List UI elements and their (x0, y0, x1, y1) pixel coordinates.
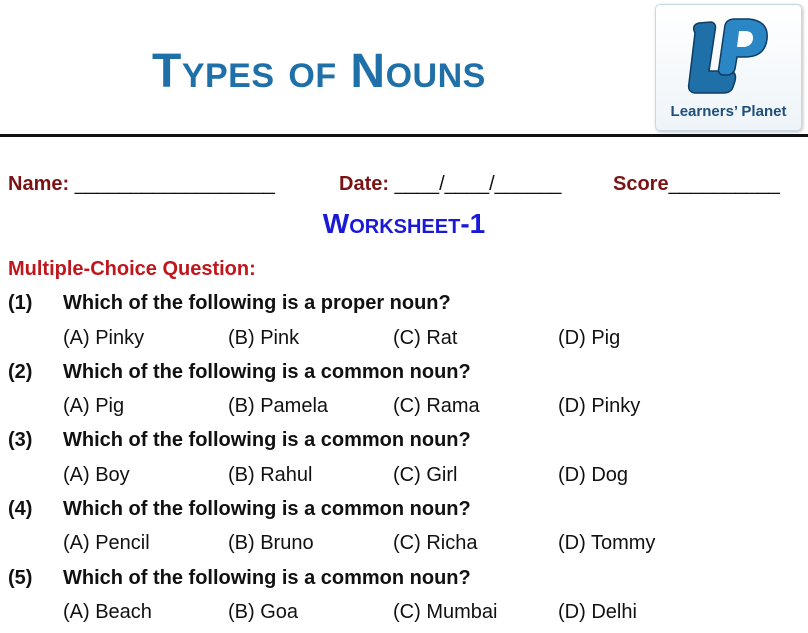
option-b: (B) Pamela (228, 395, 329, 417)
option-c: (C) Girl (393, 464, 458, 486)
option-b: (B) Pink (228, 327, 300, 349)
option-b: (B) Rahul (228, 464, 313, 486)
question-number: (1) (8, 292, 33, 314)
option-a: (A) Pinky (63, 327, 145, 349)
name-field (8, 173, 275, 196)
option-d: (D) Pig (558, 327, 621, 349)
option-a: (A) Boy (63, 464, 130, 486)
question-number: (4) (8, 498, 33, 520)
worksheet-title: Worksheet-1 (322, 208, 486, 239)
learners-planet-logo (655, 4, 802, 131)
option-c: (C) Rat (393, 327, 458, 349)
lp-logo-icon (681, 15, 776, 100)
score-field (613, 173, 780, 196)
option-c: (C) Rama (393, 395, 480, 417)
option-d: (D) Dog (558, 464, 629, 486)
score-blank: __________ (668, 173, 780, 195)
score-label: Score (613, 173, 669, 195)
option-d: (D) Delhi (558, 601, 637, 623)
logo-text: Learners’ Planet (670, 103, 787, 120)
mcq-heading: Multiple-Choice Question: (8, 258, 256, 280)
question-number: (3) (8, 429, 33, 451)
date-blank: ____/____/______ (394, 173, 562, 195)
question-text: Which of the following is a common noun? (63, 361, 471, 383)
question-text: Which of the following is a common noun? (63, 567, 471, 589)
option-c: (C) Richa (393, 532, 478, 554)
question-text: Which of the following is a common noun? (63, 429, 471, 451)
question-number: (2) (8, 361, 33, 383)
option-c: (C) Mumbai (393, 601, 498, 623)
question-text: Which of the following is a common noun? (63, 498, 471, 520)
option-a: (A) Beach (63, 601, 152, 623)
option-b: (B) Goa (228, 601, 299, 623)
option-d: (D) Tommy (558, 532, 656, 554)
date-field (339, 173, 561, 196)
date-label: Date: (339, 173, 390, 195)
question-number: (5) (8, 567, 33, 589)
option-b: (B) Bruno (228, 532, 314, 554)
header-divider (0, 134, 808, 137)
name-blank: __________________ (74, 173, 275, 195)
question-text: Which of the following is a proper noun? (63, 292, 451, 314)
name-label: Name: (8, 173, 70, 195)
option-a: (A) Pig (63, 395, 125, 417)
page-title: Types of Nouns (152, 45, 486, 98)
option-a: (A) Pencil (63, 532, 150, 554)
option-d: (D) Pinky (558, 395, 641, 417)
